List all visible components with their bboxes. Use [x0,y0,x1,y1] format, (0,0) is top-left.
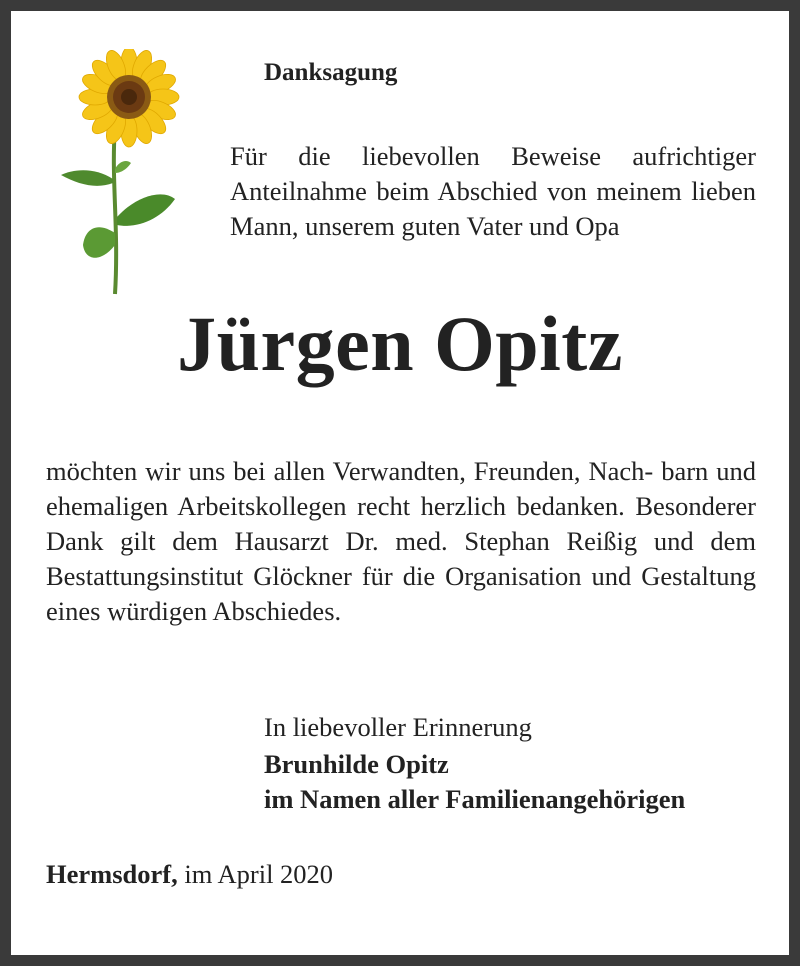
body-line: für die Organisation und Gestaltung eines würdigen [46,561,757,626]
body-line: bedanken. Besonderer Dank gilt dem Hausarzt Dr. med. [46,491,756,556]
place-date [46,859,333,890]
intro-line: Für die liebevollen Beweise aufrichtiger [230,141,756,171]
signer-name: Brunhilde Opitz [264,749,449,779]
body-line: Abschiedes. [212,596,342,626]
heading: Danksagung [264,59,398,86]
body-line: barn und ehemaligen Arbeitskollegen recht herzlich [46,456,757,521]
intro-line: Anteilnahme beim Abschied von meinem [230,176,682,206]
closing-phrase: In liebevoller Erinnerung [264,712,532,742]
obituary-card [11,11,789,955]
deceased-name: Jürgen Opitz [177,300,623,387]
body-text [46,454,756,629]
body-line: möchten wir uns bei allen Verwandten, Freunden, Nach- [46,456,654,486]
intro-line: lieben Mann, unserem guten Vater und [230,176,756,241]
sunflower-icon [45,49,185,299]
signer-note: im Namen aller Familienangehörigen [264,784,686,814]
intro-line: Opa [575,211,620,241]
body-line: Stephan Reißig und dem Bestattungsinstitut Glöckner [46,526,756,591]
town: Hermsdorf, [46,859,178,889]
closing-block [264,707,685,817]
date: im April 2020 [184,859,334,889]
intro-text [230,139,756,244]
